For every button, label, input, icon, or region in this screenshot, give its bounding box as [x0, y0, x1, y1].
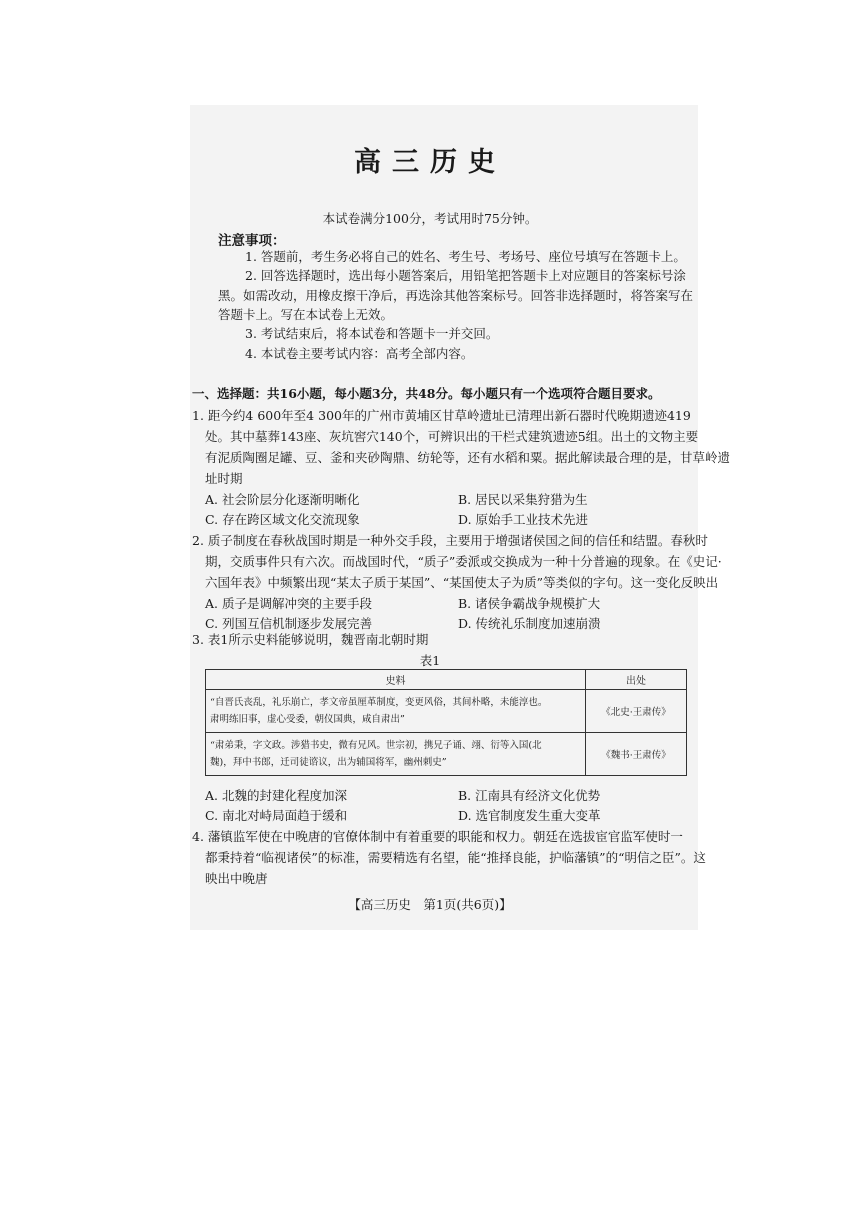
question-4-line: 4. 藩镇监军使在中晚唐的官僚体制中有着重要的职能和权力。朝廷在选拔宦官监军使时一 — [192, 829, 683, 844]
table-row — [206, 690, 687, 733]
notice-line: 答题卡上。写在本试卷上无效。 — [218, 307, 394, 322]
exam-subtitle: 本试卷满分100分，考试用时75分钟。 — [322, 211, 538, 226]
question-3-option-a[interactable]: A. 北魏的封建化程度加深 — [205, 788, 347, 803]
section-heading: 一、选择题：共16小题，每小题3分，共48分。每小题只有一个选项符合题目要求。 — [192, 386, 661, 401]
table-cell-source: 《北史·王肃传》 — [586, 690, 687, 733]
question-1-line: 1. 距今约4 600年至4 300年的广州市黄埔区甘草岭遗址已清理出新石器时代晚期遗迹419 — [192, 408, 691, 423]
table-header-row — [206, 670, 687, 690]
notice-heading: 注意事项： — [218, 233, 286, 249]
question-2-line: 六国年表》中频繁出现“某太子质于某国”、“某国使太子为质”等类似的字句。这一变化反映出 — [205, 575, 719, 590]
question-2-line: 2. 质子制度在春秋战国时期是一种外交手段，主要用于增强诸侯国之间的信任和结盟。春秋时 — [192, 533, 708, 548]
question-1-option-a[interactable]: A. 社会阶层分化逐渐明晰化 — [205, 492, 360, 507]
question-3-option-b[interactable]: B. 江南具有经济文化优势 — [458, 788, 601, 803]
notice-line: 1. 答题前，考生务必将自己的姓名、考生号、考场号、座位号填写在答题卡上。 — [245, 249, 686, 264]
table-cell-text — [206, 690, 586, 733]
question-2-option-b[interactable]: B. 诸侯争霸战争规模扩大 — [458, 596, 601, 611]
question-2-option-d[interactable]: D. 传统礼乐制度加速崩溃 — [458, 616, 601, 631]
table-header-origin: 出处 — [586, 670, 687, 690]
exam-title: 高三历史 — [354, 147, 506, 178]
table-cell-line: 肃明练旧事，虚心受委，朝仪国典，咸自肃出” — [210, 714, 405, 725]
question-2-option-a[interactable]: A. 质子是调解冲突的主要手段 — [205, 596, 372, 611]
question-1-line: 址时期 — [205, 471, 243, 486]
question-3-option-d[interactable]: D. 选官制度发生重大变革 — [458, 808, 601, 823]
page-footer: 【高三历史 第1页(共6页)】 — [348, 897, 512, 912]
table-header-source-text: 史料 — [206, 670, 586, 690]
question-2-line: 期，交质事件只有六次。而战国时代，“质子”委派或交换成为一种十分普遍的现象。在《史记· — [205, 554, 722, 569]
table-cell-text — [206, 733, 586, 776]
question-1-line: 处。其中墓葬143座、灰坑窖穴140个，可辨识出的干栏式建筑遗迹5组。出土的文物主要 — [205, 429, 699, 444]
notice-line: 3. 考试结束后，将本试卷和答题卡一并交回。 — [245, 326, 499, 341]
table-caption: 表1 — [419, 653, 441, 668]
question-1-line: 有泥质陶圈足罐、豆、釜和夹砂陶鼎、纺轮等，还有水稻和粟。据此解读最合理的是，甘草岭遗 — [205, 450, 731, 465]
question-1-option-d[interactable]: D. 原始手工业技术先进 — [458, 512, 589, 527]
question-3-stem: 3. 表1所示史料能够说明，魏晋南北朝时期 — [192, 632, 429, 647]
question-4-line: 映出中晚唐 — [205, 871, 268, 886]
question-1-option-b[interactable]: B. 居民以采集狩猎为生 — [458, 492, 588, 507]
table-row — [206, 733, 687, 776]
table-cell-line: “肃弟秉，字文政。涉猎书史，微有兄风。世宗初，携兄子诵、翊、衍等入国(北 — [210, 740, 542, 751]
table-cell-source: 《魏书·王肃传》 — [586, 733, 687, 776]
table-cell-line: 魏)，拜中书郎，迁司徒谘议，出为辅国将军，幽州刺史” — [210, 757, 447, 768]
question-4-line: 都秉持着“临视诸侯”的标准，需要精选有名望，能“推择良能，护临藩镇”的“明信之臣”。这 — [205, 850, 706, 865]
notice-line: 4. 本试卷主要考试内容：高考全部内容。 — [245, 346, 474, 361]
question-2-option-c[interactable]: C. 列国互信机制逐步发展完善 — [205, 616, 373, 631]
question-1-option-c[interactable]: C. 存在跨区域文化交流现象 — [205, 512, 360, 527]
notice-line: 黑。如需改动，用橡皮擦干净后，再选涂其他答案标号。回答非选择题时，将答案写在 — [218, 288, 694, 303]
source-table — [205, 669, 687, 776]
table-cell-line: “自晋氏丧乱，礼乐崩亡，孝文帝虽厘革制度，变更风俗，其间朴略，未能淳也。 — [210, 697, 548, 708]
question-3-option-c[interactable]: C. 南北对峙局面趋于缓和 — [205, 808, 348, 823]
notice-line: 2. 回答选择题时，选出每小题答案后，用铅笔把答题卡上对应题目的答案标号涂 — [245, 268, 686, 283]
